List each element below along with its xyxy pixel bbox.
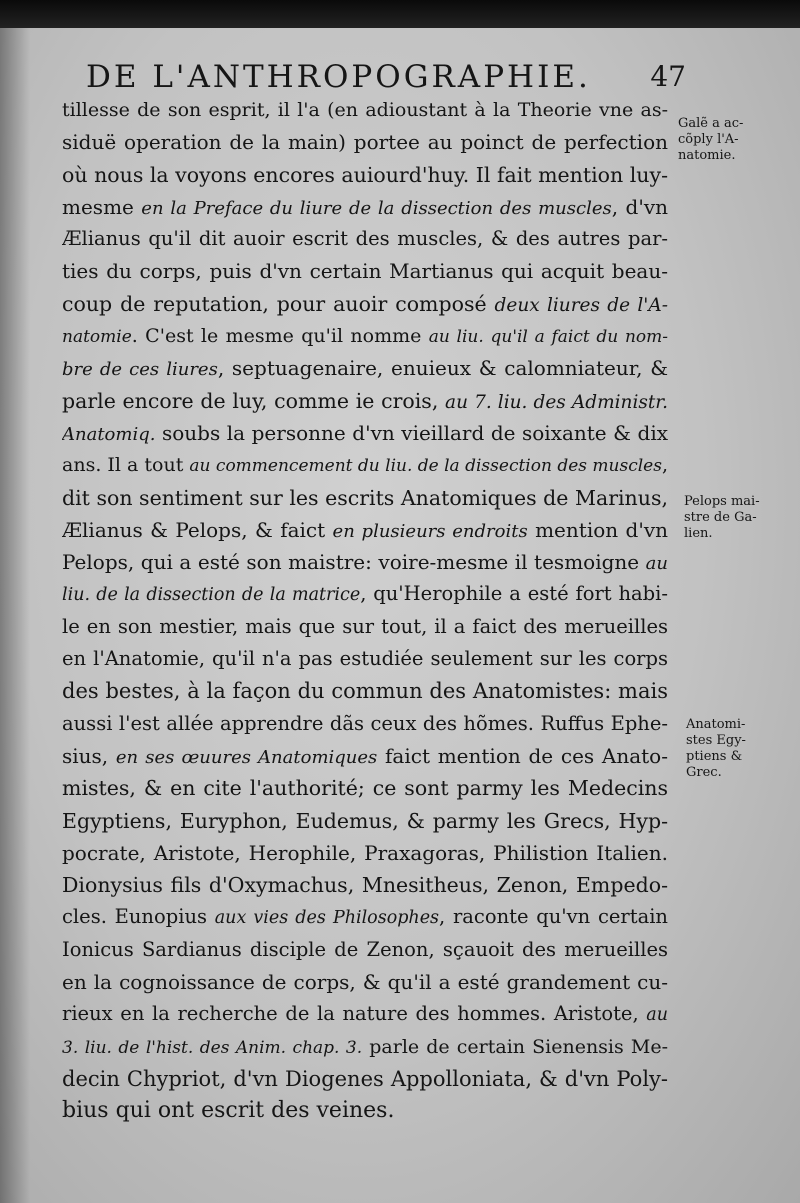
text-line xyxy=(62,449,668,481)
text-line xyxy=(62,1095,668,1127)
text-run: pocrate, Aristote, Herophile, Praxagoras, Philistion Italien. xyxy=(62,840,668,865)
italic-citation: en la Preface du liure de la dissection des muscles xyxy=(141,197,612,219)
margin-note-pelops xyxy=(684,494,760,542)
italic-citation: au xyxy=(645,553,668,575)
text-line xyxy=(62,546,668,578)
text-run: bius qui ont escrit des veines. xyxy=(62,1098,395,1124)
text-run: Dionysius fils d'Oxymachus, Mnesitheus, Zenon, Empedo- xyxy=(62,873,668,898)
text-run: coup de reputation, pour auoir composé xyxy=(62,291,495,316)
text-line xyxy=(62,255,668,287)
italic-citation: au 7. liu. des Administr. xyxy=(445,391,668,413)
text-line xyxy=(62,288,668,320)
text-run: ties du corps, puis d'vn certain Martianus qui acquit beau- xyxy=(62,259,668,284)
text-run: en la cognoissance de corps, & qu'il a esté grandement cu- xyxy=(62,970,668,995)
text-run: Ælianus & Pelops, & faict xyxy=(62,517,333,542)
text-line xyxy=(62,94,668,126)
italic-citation: liu. de la dissection de la matrice xyxy=(62,585,361,606)
italic-citation: aux vies des Philosophes xyxy=(214,908,440,929)
text-run: mistes, & en cite l'authorité; ce sont parmy les Medecins xyxy=(62,776,668,801)
text-run: en l'Anatomie, qu'il n'a pas estudiée seulement sur les corps xyxy=(62,647,668,671)
text-line xyxy=(62,901,668,933)
text-line xyxy=(62,417,668,449)
text-run: tillesse de son esprit, il l'a (en adioustant à la Theorie vne as- xyxy=(62,99,668,121)
text-run: . C'est le mesme qu'il nomme xyxy=(131,325,429,348)
text-run: dit son sentiment sur les escrits Anatomiques de Marinus, xyxy=(62,485,668,510)
text-run: Ionicus Sardianus disciple de Zenon, sçauoit des merueilles xyxy=(62,937,668,961)
italic-citation: Anatomiq. xyxy=(62,423,156,445)
text-run: , septuagenaire, enuieux & calomniateur, & xyxy=(217,356,668,381)
text-run: rieux en la recherche de la nature des hommes. Aristote, xyxy=(62,1002,647,1026)
text-run: faict mention de ces Anato- xyxy=(377,743,668,768)
italic-citation: au liu. qu'il a faict du nom- xyxy=(428,327,668,348)
italic-citation: en ses œuures Anatomiques xyxy=(115,746,378,768)
text-line xyxy=(62,675,668,707)
page-number: 47 xyxy=(650,60,686,93)
text-run: parle encore de luy, comme ie crois, xyxy=(62,388,446,413)
text-line xyxy=(62,578,668,610)
italic-citation: deux liures de l'A- xyxy=(494,294,668,316)
text-line xyxy=(62,191,668,223)
text-run: où nous la voyons encores auiourd'huy. Il fait mention luy- xyxy=(62,162,668,187)
text-line xyxy=(62,223,668,255)
margin-note-line: lien. xyxy=(684,526,713,541)
body-text xyxy=(62,94,668,1128)
text-run: sius, xyxy=(62,743,116,768)
italic-citation: en plusieurs endroits xyxy=(332,520,528,542)
text-line xyxy=(62,966,668,998)
margin-note-line: Grec. xyxy=(686,765,722,780)
text-line xyxy=(62,126,668,158)
text-run: , raconte qu'vn certain xyxy=(439,905,668,929)
text-run: siduë operation de la main) portee au poinct de perfection xyxy=(62,130,668,155)
margin-note-line: ptiens & xyxy=(686,749,743,764)
text-line xyxy=(62,482,668,514)
text-run: , xyxy=(661,454,668,477)
margin-note-line: Pelops mai- xyxy=(684,494,760,509)
text-run: le en son mestier, mais que sur tout, il a faict des merueilles xyxy=(62,614,668,638)
text-line xyxy=(62,740,668,772)
text-run: Ælianus qu'il dit auoir escrit des muscles, & des autres par- xyxy=(62,227,668,251)
text-run: Egyptiens, Euryphon, Eudemus, & parmy les Grecs, Hyp- xyxy=(62,808,668,833)
text-line xyxy=(62,805,668,837)
margin-note-line: stes Egy- xyxy=(686,733,746,748)
margin-note-line: Galẽ a ac- xyxy=(678,116,744,131)
text-line xyxy=(62,320,668,352)
margin-note-line: stre de Ga- xyxy=(684,510,757,525)
italic-citation: natomie xyxy=(62,327,132,348)
text-line xyxy=(62,837,668,869)
margin-note-line: cõply l'A- xyxy=(678,132,739,147)
text-run: , d'vn xyxy=(611,194,668,219)
italic-citation: 3. liu. de l'hist. des Anim. chap. 3. xyxy=(62,1037,363,1058)
text-line xyxy=(62,514,668,546)
margin-note-galen xyxy=(678,116,743,164)
text-run: soubs la personne d'vn vieillard de soixante & dix xyxy=(155,420,668,445)
text-line xyxy=(62,708,668,740)
text-line xyxy=(62,998,668,1030)
italic-citation: au xyxy=(646,1005,668,1026)
page-header xyxy=(86,56,686,98)
text-line xyxy=(62,869,668,901)
text-line xyxy=(62,772,668,804)
text-run: parle de certain Sienensis Me- xyxy=(362,1035,668,1058)
text-run: aussi l'est allée apprendre dãs ceux des hõmes. Ruffus Ephe- xyxy=(62,711,668,735)
text-line xyxy=(62,1063,668,1095)
text-line xyxy=(62,934,668,966)
text-line xyxy=(62,643,668,675)
text-run: decin Chypriot, d'vn Diogenes Appolloniata, & d'vn Poly- xyxy=(62,1066,668,1091)
margin-note-line: natomie. xyxy=(678,148,736,163)
text-run: mesme xyxy=(62,194,142,219)
text-run: Pelops, qui a esté son maistre: voire-mesme il tesmoigne xyxy=(62,550,646,575)
margin-note-line: Anatomi- xyxy=(686,717,746,732)
text-run: ans. Il a tout xyxy=(62,454,190,477)
text-run: , qu'Herophile a esté fort habi- xyxy=(360,582,668,606)
text-run: mention d'vn xyxy=(527,517,668,542)
text-line xyxy=(62,159,668,191)
text-run: cles. Eunopius xyxy=(62,905,215,929)
italic-citation: au commencement du liu. de la dissection des muscles xyxy=(189,456,662,477)
text-run: des bestes, à la façon du commun des Anatomistes: mais xyxy=(62,679,668,704)
text-line xyxy=(62,611,668,643)
margin-note-anatomists xyxy=(686,717,746,781)
italic-citation: bre de ces liures xyxy=(62,359,218,381)
running-title: DE L'ANTHROPOGRAPHIE. xyxy=(86,59,591,95)
text-line xyxy=(62,352,668,384)
text-line xyxy=(62,1031,668,1063)
gutter-shadow xyxy=(0,28,30,1203)
text-line xyxy=(62,385,668,417)
